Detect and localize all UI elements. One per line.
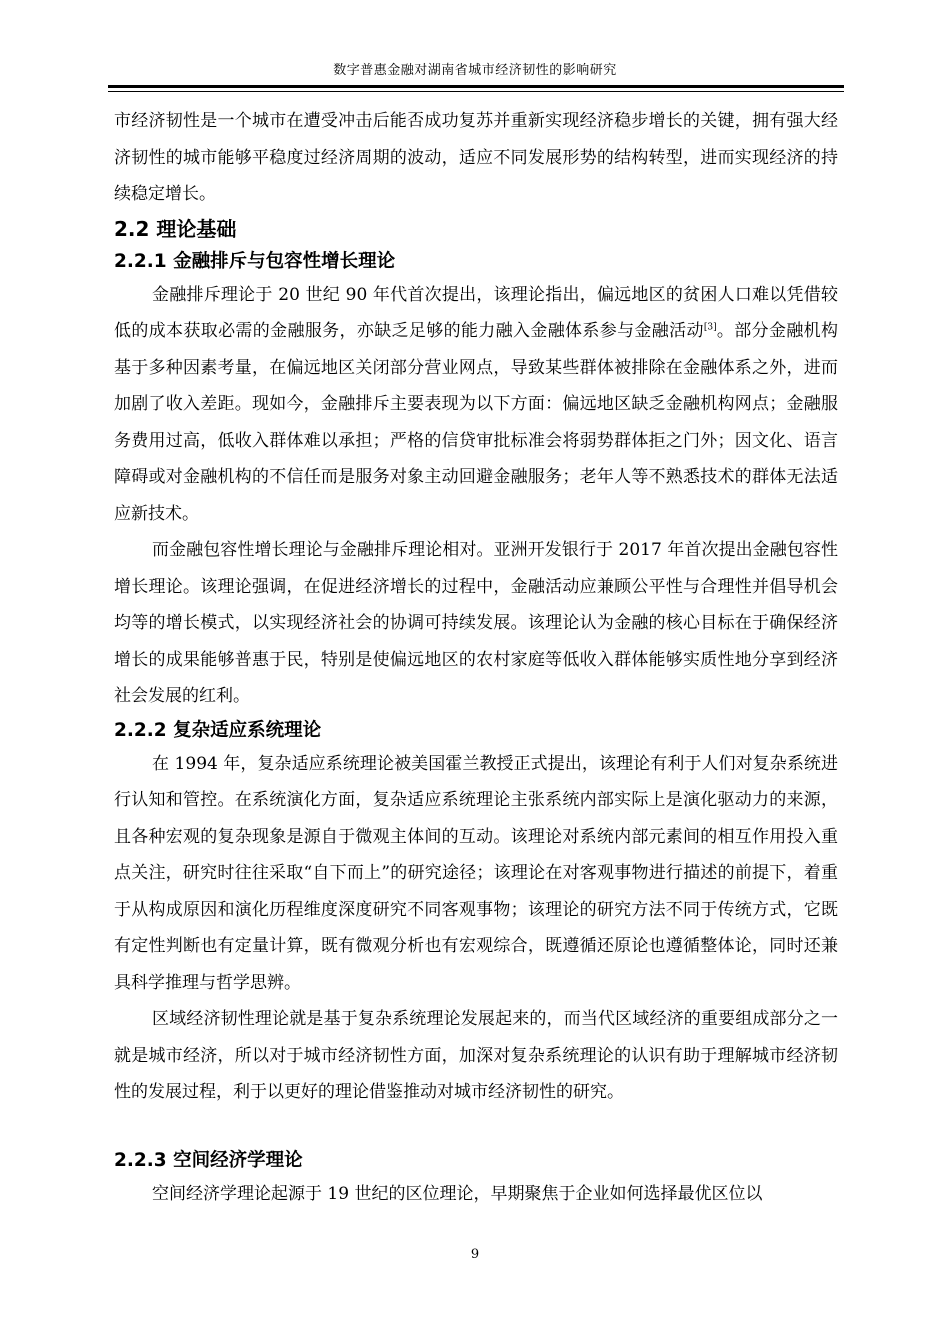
header-rule-thin [108, 91, 844, 92]
section-heading-2-2-1: 2.2.1 金融排斥与包容性增长理论 [114, 250, 396, 272]
paragraph-complex-adaptive-systems: 在 1994 年，复杂适应系统理论被美国霍兰教授正式提出，该理论有利于人们对复杂系统进行认知和管控。在系统演化方面，复杂适应系统理论主张系统内部实际上是演化驱动力的来源，且各种宏观的复杂现象是源自于微观主体间的互动。该理论对系统内部元素间的相互作用投入重点关注，研究时往往采取“自下而上”的研究途径；该理论在对客观事物进行描述的前提下，着重于从构成原因和演化历程维度深度研究不同客观事物；该理论的研究方法不同于传统方式，它既有定性判断也有定量计算，既有微观分析也有宏观综合，既遵循还原论也遵循整体论，同时还兼具科学推理与哲学思辨。 [114, 753, 838, 993]
paragraph-spatial-economics: 空间经济学理论起源于 19 世纪的区位理论，早期聚焦于企业如何选择最优区位以 [152, 1183, 763, 1204]
section-spacer [114, 1111, 838, 1145]
page-body [114, 103, 838, 1212]
paragraph-inclusive-growth: 而金融包容性增长理论与金融排斥理论相对。亚洲开发银行于 2017 年首次提出金融包容性增长理论。该理论强调，在促进经济增长的过程中，金融活动应兼顾公平性与合理性并倡导机会均等的增长模式，以实现经济社会的协调可持续发展。该理论认为金融的核心目标在于确保经济增长的成果能够普惠于民，特别是使偏远地区的农村家庭等低收入群体能够实质性地分享到经济社会发展的红利。 [114, 540, 838, 706]
section-heading-2-2-2: 2.2.2 复杂适应系统理论 [114, 719, 322, 741]
paragraph-text: 。部分金融机构基于多种因素考量，在偏远地区关闭部分营业网点，导致某些群体被排除在金融体系之外，进而加剧了收入差距。现如今，金融排斥主要表现为以下方面：偏远地区缺乏金融机构网点；金融服务费用过高，低收入群体难以承担；严格的信贷审批标准会将弱势群体拒之门外；因文化、语言障碍或对金融机构的不信任而是服务对象主动回避金融服务；老年人等不熟悉技术的群体无法适应新技术。 [114, 321, 839, 524]
section-heading-2-2-3: 2.2.3 空间经济学理论 [114, 1149, 303, 1171]
running-header: 数字普惠金融对湖南省城市经济韧性的影响研究 [333, 63, 617, 78]
page-number: 9 [470, 1247, 480, 1262]
header-rule-thick [108, 85, 844, 88]
paragraph-financial-exclusion [114, 277, 838, 533]
intro-paragraph: 市经济韧性是一个城市在遭受冲击后能否成功复苏并重新实现经济稳步增长的关键，拥有强大经济韧性的城市能够平稳度过经济周期的波动，适应不同发展形势的结构转型，进而实现经济的持续稳定增长。 [114, 111, 838, 204]
citation-ref: [3] [703, 322, 717, 333]
section-heading-2-2: 2.2 理论基础 [114, 216, 237, 241]
paragraph-text: 金融排斥理论于 20 世纪 90 年代首次提出，该理论指出，偏远地区的贫困人口难以凭借较低的成本获取必需的金融服务，亦缺乏足够的能力融入金融体系参与金融活动 [114, 284, 838, 341]
paragraph-regional-resilience: 区域经济韧性理论就是基于复杂系统理论发展起来的，而当代区域经济的重要组成部分之一就是城市经济，所以对于城市经济韧性方面，加深对复杂系统理论的认识有助于理解城市经济韧性的发展过程，利于以更好的理论借鉴推动对城市经济韧性的研究。 [114, 1009, 838, 1102]
